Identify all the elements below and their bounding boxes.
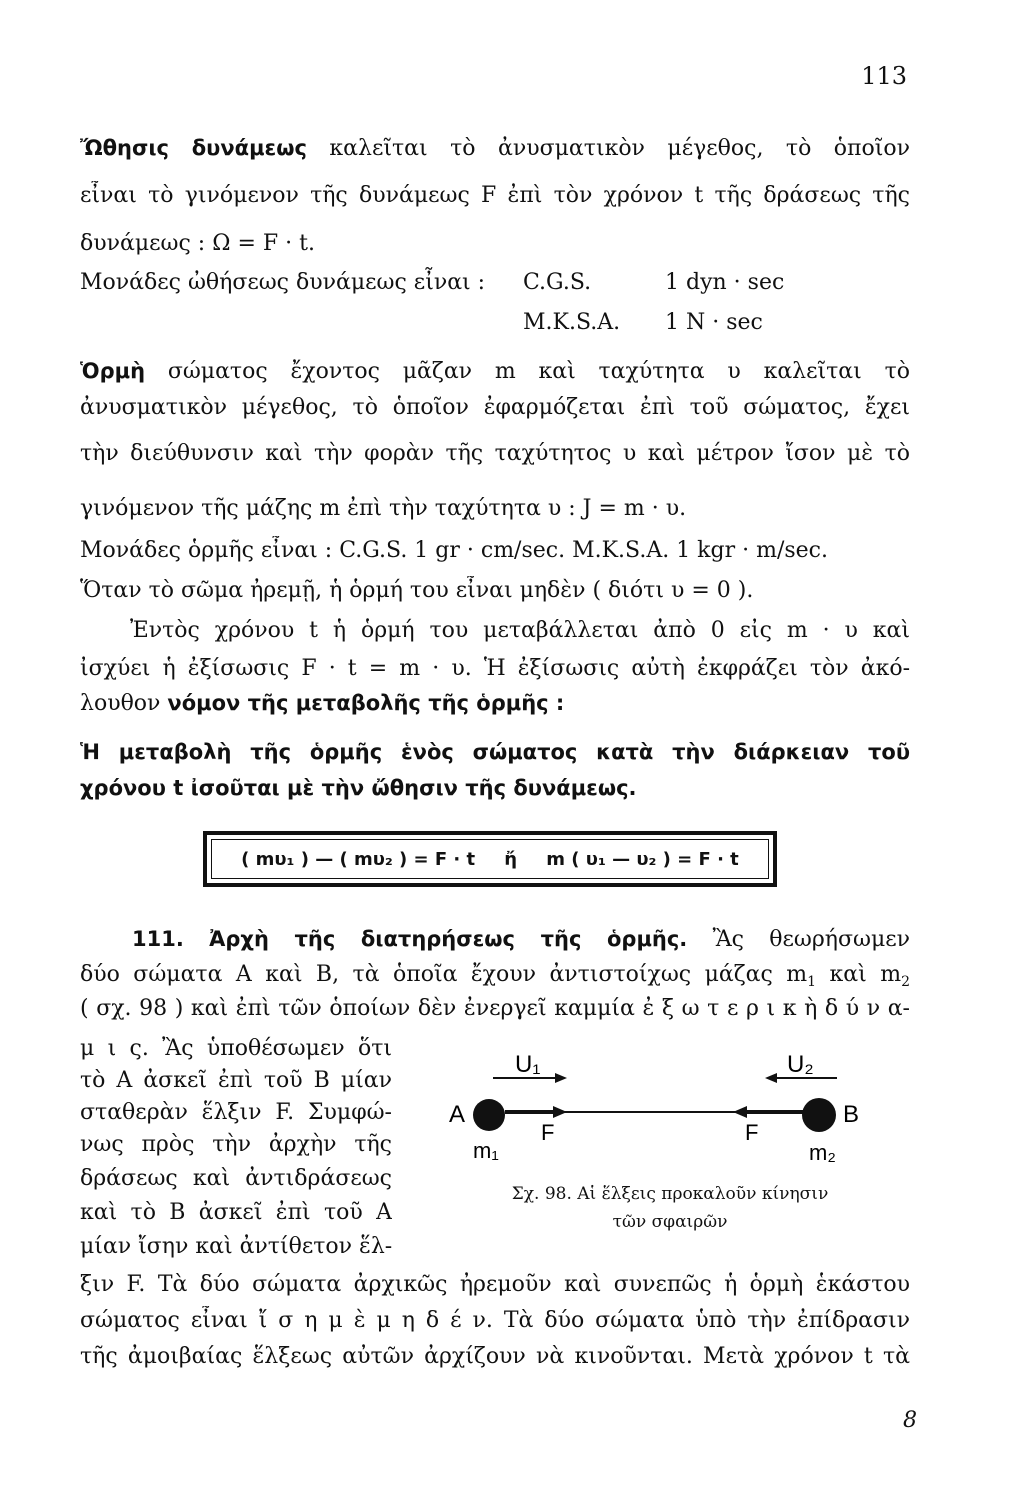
impulse-text: εἶναι τὸ γινόμενον τῆς δυνάμεως bbox=[80, 183, 482, 208]
spheres-diagram bbox=[445, 1040, 895, 1190]
subscript: 1 bbox=[807, 974, 817, 990]
figure-caption-line-2: τῶν σφαιρῶν bbox=[612, 1212, 728, 1232]
momentum-line-1 bbox=[80, 356, 910, 387]
impulse-text: καλεῖται τὸ ἀνυσματικὸν μέγεθος, τὸ ὁποῖον bbox=[306, 136, 910, 161]
section-left-line-4: νως πρὸς τὴν ἀρχὴν τῆς bbox=[80, 1132, 392, 1157]
section-text: καὶ m bbox=[816, 962, 902, 987]
section-left-line-5: δράσεως καὶ ἀντιδράσεως bbox=[80, 1166, 392, 1191]
impulse-line-2 bbox=[80, 181, 910, 211]
mksa-unit: 1 N · sec bbox=[665, 310, 763, 335]
formula-box bbox=[203, 831, 777, 887]
velocity-vector: υ bbox=[623, 439, 636, 469]
momentum-text: καὶ μέτρον ἴσον μὲ τὸ bbox=[636, 441, 910, 466]
subscript: 2 bbox=[901, 974, 910, 990]
impulse-line-1 bbox=[80, 133, 910, 164]
equals-sign: = bbox=[230, 231, 263, 256]
cgs-label: C.G.S. bbox=[523, 270, 592, 295]
body-a-label: A bbox=[449, 1101, 466, 1128]
momentum-paragraph-line-3 bbox=[80, 688, 910, 719]
velocity-label-2: U₂ bbox=[787, 1051, 814, 1078]
momentum-vector: J bbox=[583, 494, 592, 524]
impulse-formula-line bbox=[80, 229, 910, 259]
page-number: 113 bbox=[861, 62, 907, 90]
section-line-b1: ξιν F. Τὰ δύο σώματα ἀρχικῶς ἠρεμοῦν καὶ συνεπῶς ἡ ὁρμὴ ἑκάστου bbox=[80, 1272, 910, 1297]
momentum-text: γινόμενον τῆς μάζης m ἐπὶ τὴν ταχύτητα υ : bbox=[80, 496, 583, 521]
impulse-term: Ὤθησις δυνάμεως bbox=[80, 136, 307, 160]
body-b-label: B bbox=[843, 1101, 860, 1128]
impulse-text: ἐπὶ τὸν χρόνον t τῆς δράσεως τῆς bbox=[496, 183, 910, 208]
momentum-term: Ὁρμὴ bbox=[80, 359, 146, 383]
momentum-rest: Ὅταν τὸ σῶμα ἠρεμῇ, ἡ ὁρμή του εἶναι μηδὲν ( διότι υ = 0 ). bbox=[80, 578, 754, 603]
section-line-3: ( σχ. 98 ) καὶ ἐπὶ τῶν ὁποίων δὲν ἐνεργεῖ καμμία ἐ ξ ω τ ε ρ ι κ ὴ δ ύ ν α- bbox=[80, 996, 910, 1021]
force-label-a: F bbox=[541, 1120, 555, 1145]
impulse-vector: Ω bbox=[212, 229, 230, 259]
momentum-units: Μονάδες ὁρμῆς εἶναι : C.G.S. 1 gr · cm/sec. M.K.S.A. 1 kgr · m/sec. bbox=[80, 538, 828, 563]
formula-left: ( mυ₁ ) — ( mυ₂ ) = F · t bbox=[241, 848, 476, 870]
section-left-line-7: μίαν ἴσην καὶ ἀντίθετον ἕλ- bbox=[80, 1234, 392, 1259]
section-heading-line bbox=[80, 924, 910, 955]
momentum-line-3 bbox=[80, 439, 910, 469]
momentum-line-2: ἀνυσματικὸν μέγεθος, τὸ ὁποῖον ἐφαρμόζεται ἐπὶ τοῦ σώματος, ἔχει bbox=[80, 395, 910, 420]
velocity-label-1: U₁ bbox=[515, 1051, 541, 1078]
momentum-text: λουθον bbox=[80, 691, 168, 716]
formula-content bbox=[211, 839, 769, 879]
mass-label-1: m₁ bbox=[473, 1138, 499, 1163]
mass-label-2: m₂ bbox=[809, 1140, 836, 1165]
formula-right: m ( υ₁ — υ₂ ) = F · t bbox=[546, 848, 739, 870]
mksa-label: M.K.S.A. bbox=[523, 310, 621, 335]
force-arrowhead-b bbox=[733, 1106, 747, 1118]
section-left-line-2: τὸ A ἀσκεῖ ἐπὶ τοῦ B μίαν bbox=[80, 1068, 392, 1093]
impulse-text: · t. bbox=[278, 231, 315, 256]
cgs-unit: 1 dyn · sec bbox=[665, 270, 785, 295]
section-left-line-3: σταθερὰν ἕλξιν F. Συμφώ- bbox=[80, 1100, 392, 1125]
section-text: Ἂς θεωρήσωμεν bbox=[687, 927, 910, 952]
law-line-1 bbox=[80, 737, 910, 768]
momentum-text: τὴν διεύθυνσιν καὶ τὴν φορὰν τῆς ταχύτητος bbox=[80, 441, 623, 466]
sphere-b bbox=[802, 1098, 836, 1132]
momentum-paragraph-line-2: ἰσχύει ἡ ἐξίσωσις F · t = m · υ. Ἡ ἐξίσωσις αὐτὴ ἐκφράζει τὸν ἀκό- bbox=[80, 656, 910, 681]
impulse-units-label: Μονάδες ὠθήσεως δυνάμεως εἶναι : bbox=[80, 270, 486, 295]
law-text: Ἡ μεταβολὴ τῆς ὁρμῆς ἑνὸς σώματος κατὰ τὴν διάρκειαν τοῦ bbox=[80, 740, 910, 764]
impulse-text: δυνάμεως : bbox=[80, 231, 213, 256]
momentum-text: σώματος ἔχοντος μᾶζαν m καὶ ταχύτητα υ καλεῖται τὸ bbox=[145, 359, 910, 384]
formula-or: ἤ bbox=[504, 848, 518, 870]
section-left-line-6: καὶ τὸ B ἀσκεῖ ἐπὶ τοῦ A bbox=[80, 1200, 392, 1225]
force-label-b: F bbox=[745, 1120, 759, 1145]
sphere-a bbox=[473, 1099, 505, 1131]
law-line-2 bbox=[80, 773, 910, 804]
momentum-formula-line bbox=[80, 494, 910, 524]
section-line-2 bbox=[80, 960, 910, 997]
force-vector: F bbox=[263, 229, 278, 259]
velocity-vector: υ bbox=[666, 494, 679, 524]
section-line-b2: σώματος εἶναι ἴ σ η μ ὲ μ η δ έ ν. Τὰ δύο σώματα ὑπὸ τὴν ἐπίδρασιν bbox=[80, 1308, 910, 1333]
force-vector: F bbox=[481, 181, 496, 211]
force-arrowhead-a bbox=[553, 1106, 567, 1118]
momentum-paragraph-line-1: Ἐντὸς χρόνου t ἡ ὁρμή του μεταβάλλεται ἀπὸ 0 εἰς m · υ καὶ bbox=[130, 618, 910, 643]
section-number: 111. bbox=[132, 927, 184, 951]
section-text: δύο σώματα A καὶ B, τὰ ὁποῖα ἔχουν ἀντιστοίχως μάζας m bbox=[80, 962, 808, 987]
section-line-b3: τῆς ἀμοιβαίας ἕλξεως αὐτῶν ἀρχίζουν νὰ κινοῦνται. Μετὰ χρόνον t τὰ bbox=[80, 1344, 910, 1369]
law-name: νόμον τῆς μεταβολῆς τῆς ὁρμῆς : bbox=[167, 691, 565, 715]
momentum-text: . bbox=[679, 496, 687, 521]
momentum-text: = m · bbox=[591, 496, 666, 521]
law-text: χρόνου t ἰσοῦται μὲ τὴν ὤθησιν τῆς δυνάμεως. bbox=[80, 776, 637, 800]
section-left-line-1: μ ι ς. Ἂς ὑποθέσωμεν ὅτι bbox=[80, 1036, 392, 1061]
figure-caption-line-1: Σχ. 98. Αἱ ἕλξεις προκαλοῦν κίνησιν bbox=[511, 1184, 829, 1204]
section-title: Ἀρχὴ τῆς διατηρήσεως τῆς ὁρμῆς. bbox=[209, 927, 688, 951]
velocity-arrowhead-1 bbox=[555, 1073, 567, 1083]
signature-number: 8 bbox=[903, 1408, 917, 1433]
figure-98 bbox=[445, 1040, 895, 1240]
velocity-arrowhead-2 bbox=[765, 1073, 777, 1083]
